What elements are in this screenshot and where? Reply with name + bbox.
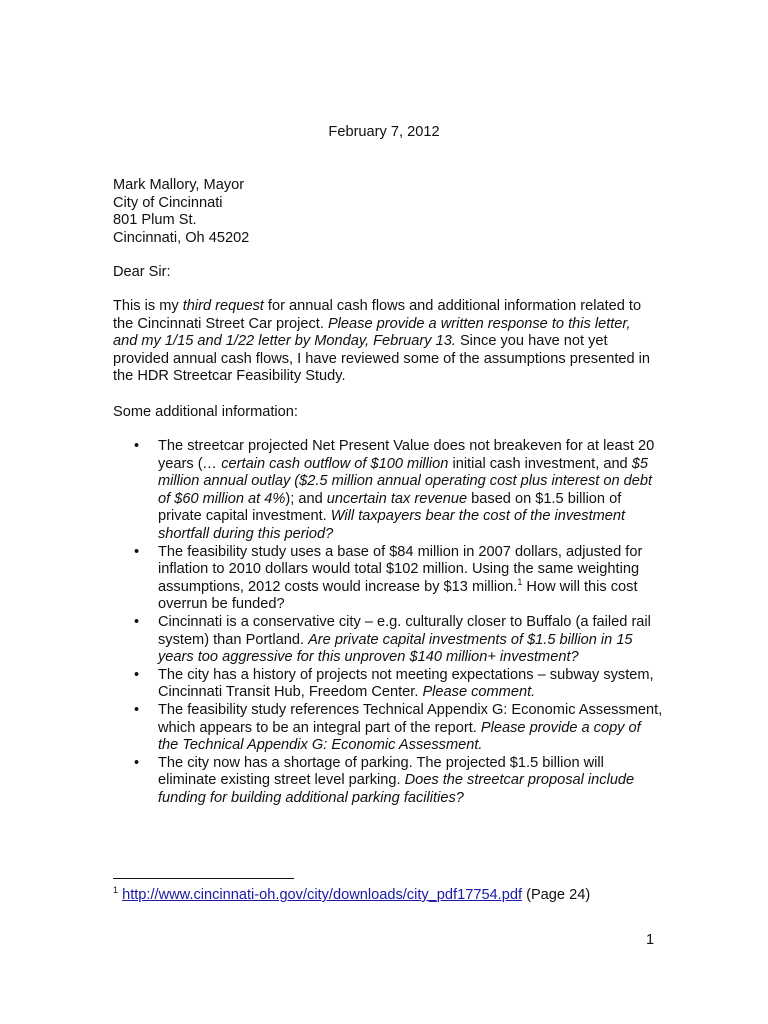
intro-paragraph: This is my third request for annual cash flows and additional information related to the Cincinnati Street Car project. Please provide a written response to this letter, and my 1/15 and 1/22 letter by Monday, February 13. Since you have not yet provided annual cash flows, I have reviewed some of the assumptions presented in the HDR Streetcar Feasibility Study. xyxy=(113,298,651,385)
footnote-page-ref: (Page 24) xyxy=(522,887,591,903)
footnote xyxy=(113,887,590,905)
salutation: Dear Sir: xyxy=(113,264,171,280)
footnote-link[interactable]: http://www.cincinnati-oh.gov/city/downloads/city_pdf17754.pdf xyxy=(122,887,523,903)
bullet-glyph: • xyxy=(134,438,140,454)
list-item: • The city now has a shortage of parking. The projected $1.5 billion will eliminate existing street level parking. Does the streetcar proposal include funding for building additional parking facilities? xyxy=(134,754,635,806)
concerns-list xyxy=(113,438,663,807)
bullet-glyph: • xyxy=(134,613,140,630)
list-item: • The city has a history of projects not meeting expectations – subway system, Cincinnati Transit Hub, Freedom Center. Please comment. xyxy=(134,666,654,701)
recipient-org: City of Cincinnati xyxy=(113,194,223,211)
list-item: • Cincinnati is a conservative city – e.g. culturally closer to Buffalo (a failed rail system) than Portland. Are private capital investments of $1.5 billion in 15 years too aggressive for this unproven $140 million+ investment? xyxy=(134,613,651,666)
footnote-marker: 1 xyxy=(113,885,119,896)
footnote-ref: 1 xyxy=(517,576,523,587)
bullet-glyph: • xyxy=(134,754,140,771)
recipient-street: 801 Plum St. xyxy=(113,212,197,229)
bullet-glyph: • xyxy=(134,543,140,560)
list-item: • The feasibility study uses a base of $84 million in 2007 dollars, adjusted for inflation to 2010 dollars would total $102 million. Using the same weighting assumptions, 2012 costs would increase by $13 million.$^1$ How will this cost overrun be funded? xyxy=(134,543,643,613)
footnote-separator xyxy=(113,878,294,879)
page-number: 1 xyxy=(646,932,655,948)
recipient-address xyxy=(113,177,249,247)
bullet-glyph: • xyxy=(134,701,140,718)
list-item: • The streetcar projected Net Present Value does not breakeven for at least 20 years (… certain cash outflow of $100 million initial cash investment, and $5 million annual outlay ($2.5 million annual operating cost plus interest on debt of $60 million at 4%); and uncertain tax revenue based on $1.5 billion of private capital investment. Will taxpayers bear the cost of the investment shortfall during this period? xyxy=(134,438,655,542)
recipient-city: Cincinnati, Oh 45202 xyxy=(113,229,250,246)
section-lead: Some additional information: xyxy=(113,404,298,420)
letter-date: February 7, 2012 xyxy=(328,124,440,140)
list-item: • The feasibility study references Technical Appendix G: Economic Assessment, which appears to be an integral part of the report. Please provide a copy of the Technical Appendix G: Economic Assessment. xyxy=(134,701,663,754)
recipient-name: Mark Mallory, Mayor xyxy=(113,177,245,193)
bullet-glyph: • xyxy=(134,666,140,683)
